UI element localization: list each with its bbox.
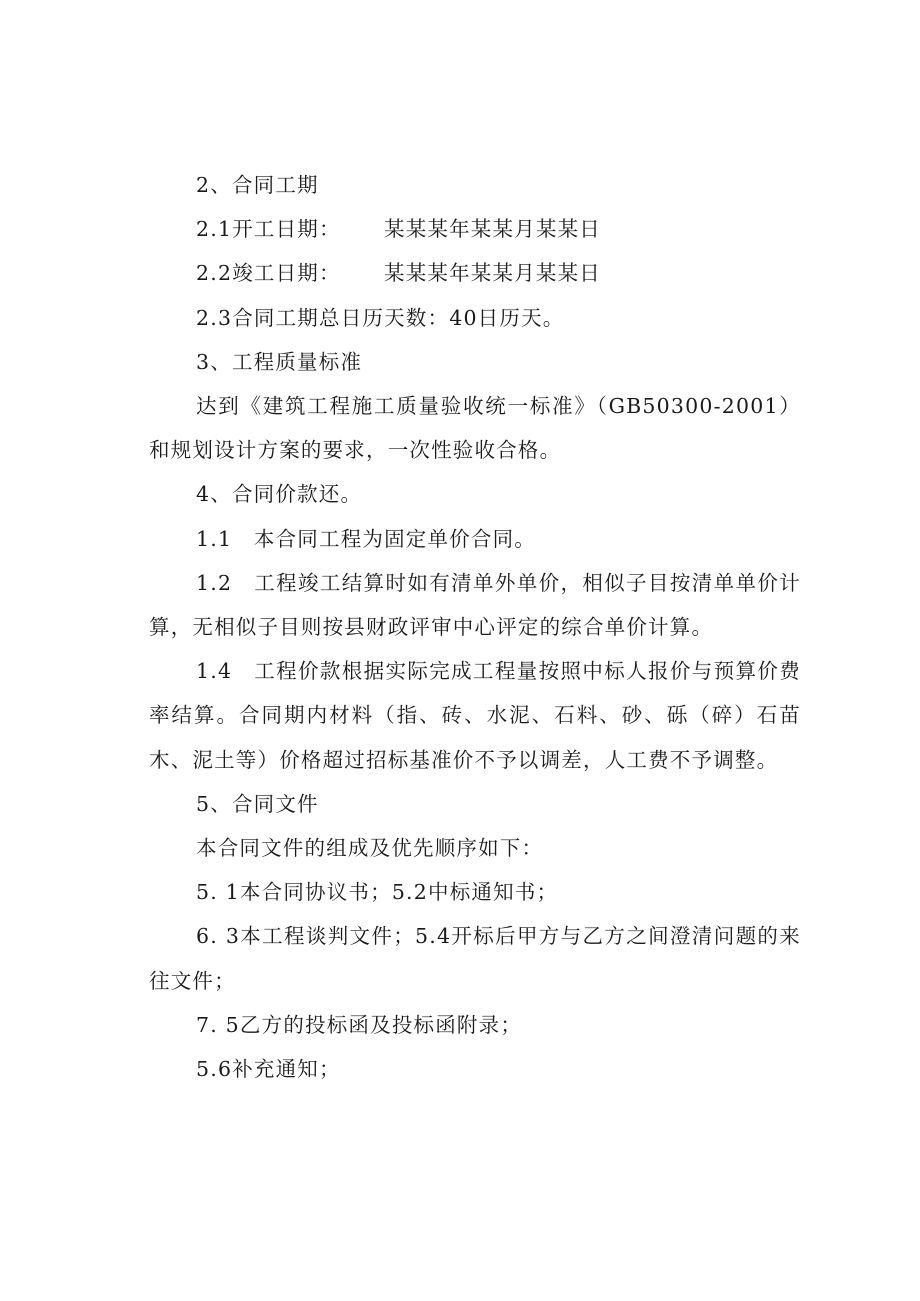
clause-1-1: 1.1 本合同工程为固定单价合同。	[196, 526, 537, 551]
start-date-value: 某某某年某某月某某日	[384, 217, 601, 242]
completion-date-line	[149, 251, 801, 295]
completion-date-value: 某某某年某某月某某日	[384, 261, 601, 286]
section-heading-contract-documents: 5、合同文件	[196, 791, 319, 816]
section-heading-quality-standard: 3、工程质量标准	[196, 349, 363, 374]
documents-item-5-6: 5.6补充通知；	[196, 1057, 341, 1082]
start-date-line	[149, 207, 801, 251]
quality-standard-text: 达到《建筑工程施工质量验收统一标准》（GB50300-2001）和规划设计方案的要求，一次性验收合格。	[149, 394, 801, 463]
total-calendar-days: 2.3合同工期总日历天数：40日历天。	[196, 305, 565, 330]
documents-item-5-3: 6. 3本工程谈判文件；5.4开标后甲方与乙方之间澄清问题的来往文件；	[149, 924, 801, 993]
clause-1-4: 1.4 工程价款根据实际完成工程量按照中标人报价与预算价费率结算。合同期内材料（指、砖、水泥、石料、砂、砾（碎）石苗木、泥土等）价格超过招标基准价不予以调差，人工费不予调整。	[149, 659, 801, 772]
documents-order-intro: 本合同文件的组成及优先顺序如下：	[196, 836, 544, 861]
documents-item-5-1: 5. 1本合同协议书；5.2中标通知书；	[196, 880, 559, 905]
section-heading-contract-price: 4、合同价款还。	[196, 482, 363, 507]
section-heading-contract-period: 2、合同工期	[196, 173, 319, 197]
start-date-label: 2.1开工日期：	[196, 217, 341, 242]
clause-1-2: 1.2 工程竣工结算时如有清单外单价，相似子目按清单单价计算，无相似子目则按县财政评审中心评定的综合单价计算。	[149, 570, 801, 640]
documents-item-5-5: 7. 5乙方的投标函及投标函附录；	[196, 1012, 523, 1037]
completion-date-label: 2.2竣工日期：	[196, 261, 341, 286]
document-body	[149, 163, 801, 1091]
